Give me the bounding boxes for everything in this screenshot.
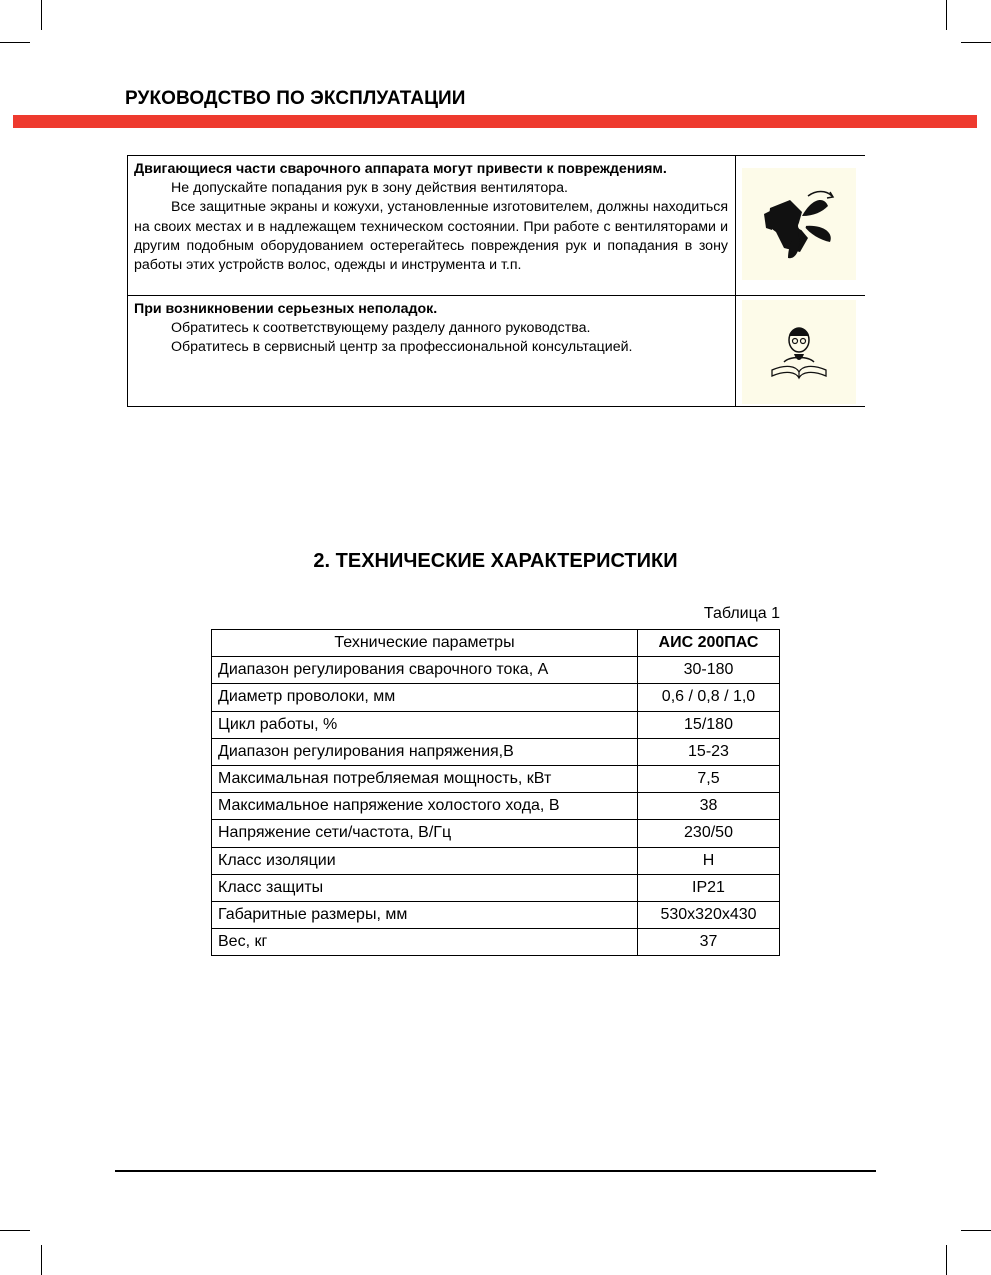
table-row bbox=[212, 711, 780, 738]
table-row bbox=[212, 820, 780, 847]
page-header-title: РУКОВОДСТВО ПО ЭКСПЛУАТАЦИИ bbox=[125, 88, 466, 109]
specifications-table bbox=[211, 629, 780, 956]
param-name: Напряжение сети/частота, В/Гц bbox=[212, 820, 638, 847]
param-value: 15-23 bbox=[638, 738, 780, 765]
param-value: 0,6 / 0,8 / 1,0 bbox=[638, 684, 780, 711]
param-value: 230/50 bbox=[638, 820, 780, 847]
warning-image-cell bbox=[735, 156, 865, 295]
crop-mark bbox=[946, 0, 947, 30]
warning-paragraph: Не допускайте попадания рук в зону действия вентилятора. bbox=[171, 180, 568, 197]
crop-mark bbox=[0, 1230, 30, 1231]
warning-row bbox=[128, 156, 864, 295]
crop-mark bbox=[41, 1245, 42, 1275]
table-row bbox=[212, 874, 780, 901]
param-value: 7,5 bbox=[638, 765, 780, 792]
param-name: Класс изоляции bbox=[212, 847, 638, 874]
table-row bbox=[212, 684, 780, 711]
param-name: Класс защиты bbox=[212, 874, 638, 901]
section-title: 2. ТЕХНИЧЕСКИЕ ХАРАКТЕРИСТИКИ bbox=[313, 550, 678, 572]
param-name: Вес, кг bbox=[212, 929, 638, 956]
param-name: Цикл работы, % bbox=[212, 711, 638, 738]
header-accent-bar bbox=[13, 115, 977, 128]
safety-warnings-table bbox=[127, 155, 865, 407]
table-header-row bbox=[212, 630, 780, 657]
table-row bbox=[212, 657, 780, 684]
warning-paragraph: Обратитесь к соответствующему разделу данного руководства. bbox=[171, 320, 591, 337]
warning-text bbox=[128, 156, 734, 275]
fan-hand-injury-icon bbox=[742, 168, 856, 280]
warning-heading: Двигающиеся части сварочного аппарата могут привести к повреждениям. bbox=[134, 161, 667, 177]
table-caption: Таблица 1 bbox=[703, 605, 780, 622]
warning-paragraph: Все защитные экраны и кожухи, установленные изготовителем, должны находиться на своих местах и в надлежащем техническом состоянии. При работе с вентиляторами и другим подобным оборудованием остерегайтесь повреждения рук и попадания в зону работы этих устройств волос, одежды и инструмента и т.п. bbox=[134, 199, 728, 274]
table-row bbox=[212, 793, 780, 820]
footer-rule bbox=[115, 1170, 876, 1172]
param-name: Габаритные размеры, мм bbox=[212, 901, 638, 928]
table-row bbox=[212, 901, 780, 928]
crop-mark bbox=[961, 42, 991, 43]
param-value: 15/180 bbox=[638, 711, 780, 738]
table-row bbox=[212, 847, 780, 874]
reading-manual-icon bbox=[742, 300, 856, 404]
param-value: 38 bbox=[638, 793, 780, 820]
param-value: IP21 bbox=[638, 874, 780, 901]
param-value: 530x320x430 bbox=[638, 901, 780, 928]
warning-row bbox=[128, 296, 864, 406]
table-row bbox=[212, 765, 780, 792]
param-value: H bbox=[638, 847, 780, 874]
table-row bbox=[212, 738, 780, 765]
param-value: 37 bbox=[638, 929, 780, 956]
crop-mark bbox=[946, 1245, 947, 1275]
param-value: 30-180 bbox=[638, 657, 780, 684]
param-name: Максимальная потребляемая мощность, кВт bbox=[212, 765, 638, 792]
warning-image-cell bbox=[735, 296, 865, 406]
param-name: Диаметр проволоки, мм bbox=[212, 684, 638, 711]
warning-paragraph: Обратитесь в сервисный центр за профессиональной консультацией. bbox=[171, 339, 633, 356]
column-header-params: Технические параметры bbox=[212, 630, 638, 657]
param-name: Диапазон регулирования напряжения,В bbox=[212, 738, 638, 765]
crop-mark bbox=[0, 42, 30, 43]
crop-mark bbox=[41, 0, 42, 30]
param-name: Диапазон регулирования сварочного тока, А bbox=[212, 657, 638, 684]
param-name: Максимальное напряжение холостого хода, В bbox=[212, 793, 638, 820]
warning-heading: При возникновении серьезных неполадок. bbox=[134, 301, 438, 317]
table-row bbox=[212, 929, 780, 956]
warning-text bbox=[128, 296, 734, 358]
column-header-model: АИС 200ПАС bbox=[638, 630, 780, 657]
crop-mark bbox=[961, 1230, 991, 1231]
